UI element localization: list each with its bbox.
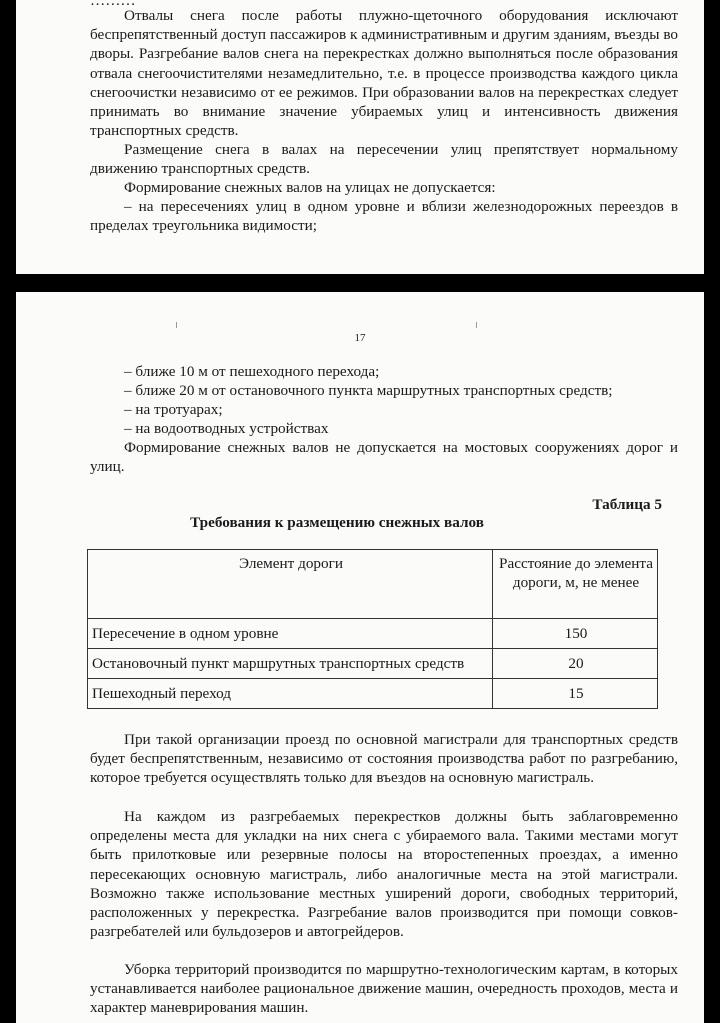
page-number: 17	[354, 332, 366, 344]
table-row	[88, 619, 658, 649]
table-row	[88, 679, 658, 709]
table-cell-distance: 15	[493, 679, 658, 709]
list-item: – ближе 10 м от пешеходного перехода;	[124, 363, 380, 380]
paragraph-snow-places: На каждом из разгребаемых перекрестков должны быть заблаговременно определены места для укладки на них снега с убираемого вала. Такими местами могут быть прилотковые или резервные полосы на второстепенных проездах, а именно пересекающих основную магистраль, либо аналогичные места на этой магистрали. Возможно также использование местных уширений дороги, свободных территорий, расположенных у перекрестка. Разгребание валов производится при помощи совков-разгребателей или бульдозеров и автогрейдеров.	[90, 808, 678, 941]
list-item: – на тротуарах;	[124, 401, 223, 418]
cut-off-line: ………	[90, 0, 136, 9]
table-row	[88, 649, 658, 679]
table-cell-distance: 150	[493, 619, 658, 649]
document-page-17	[16, 292, 704, 1023]
table-cell-element: Пешеходный переход	[88, 679, 493, 709]
table-cell-element: Пересечение в одном уровне	[88, 619, 493, 649]
table-label: Таблица 5	[592, 496, 662, 513]
table-header-row	[88, 550, 658, 619]
paragraph-bridges: Формирование снежных валов не допускается на мостовых сооружениях дорог и улиц.	[90, 439, 678, 476]
paragraph-not-allowed: Формирование снежных валов на улицах не допускается:	[124, 179, 496, 196]
table-title: Требования к размещению снежных валов	[190, 514, 484, 531]
table-cell-element: Остановочный пункт маршрутных транспортных средств	[88, 649, 493, 679]
table-cell-distance: 20	[493, 649, 658, 679]
scan-mark	[176, 322, 177, 328]
list-item: – ближе 20 м от остановочного пункта маршрутных транспортных средств;	[124, 382, 613, 399]
list-item: – на водоотводных устройствах	[124, 420, 329, 437]
document-page-top	[16, 0, 704, 274]
snow-rampart-table	[87, 549, 658, 709]
header-distance: Расстояние до элемента дороги, м, не менее	[493, 550, 658, 619]
paragraph-snow-dumps: Отвалы снега после работы плужно-щеточного оборудования исключают беспрепятственный доступ пассажиров к административным и другим зданиям, въезды во дворы. Разгребание валов снега на перекрестках должно выполняться после образования отвала снегоочистителями незамедлительно, т.е. в процессе производства каждого цикла снегоочистки независимо от ее режимов. При образовании валов на перекрестках следует принимать во внимание значение убираемых улиц и интенсивность движения транспортных средств.	[90, 7, 678, 140]
paragraph-intersections: – на пересечениях улиц в одном уровне и вблизи железнодорожных переездов в пределах треугольника видимости;	[90, 198, 678, 235]
paragraph-route-maps: Уборка территорий производится по маршрутно-технологическим картам, в которых устанавливается наиболее рациональное движение машин, очередность проходов, места и характер маневрирования машин.	[90, 961, 678, 1017]
paragraph-placement: Размещение снега в валах на пересечении улиц препятствует нормальному движению транспортных средств.	[90, 141, 678, 178]
scan-mark	[476, 322, 477, 328]
header-road-element: Элемент дороги	[88, 550, 493, 619]
paragraph-main-road: При такой организации проезд по основной магистрали для транспортных средств будет беспрепятственным, независимо от состояния производства работ по разгребанию, которое требуется осуществлять только для въездов на основную магистраль.	[90, 731, 678, 787]
